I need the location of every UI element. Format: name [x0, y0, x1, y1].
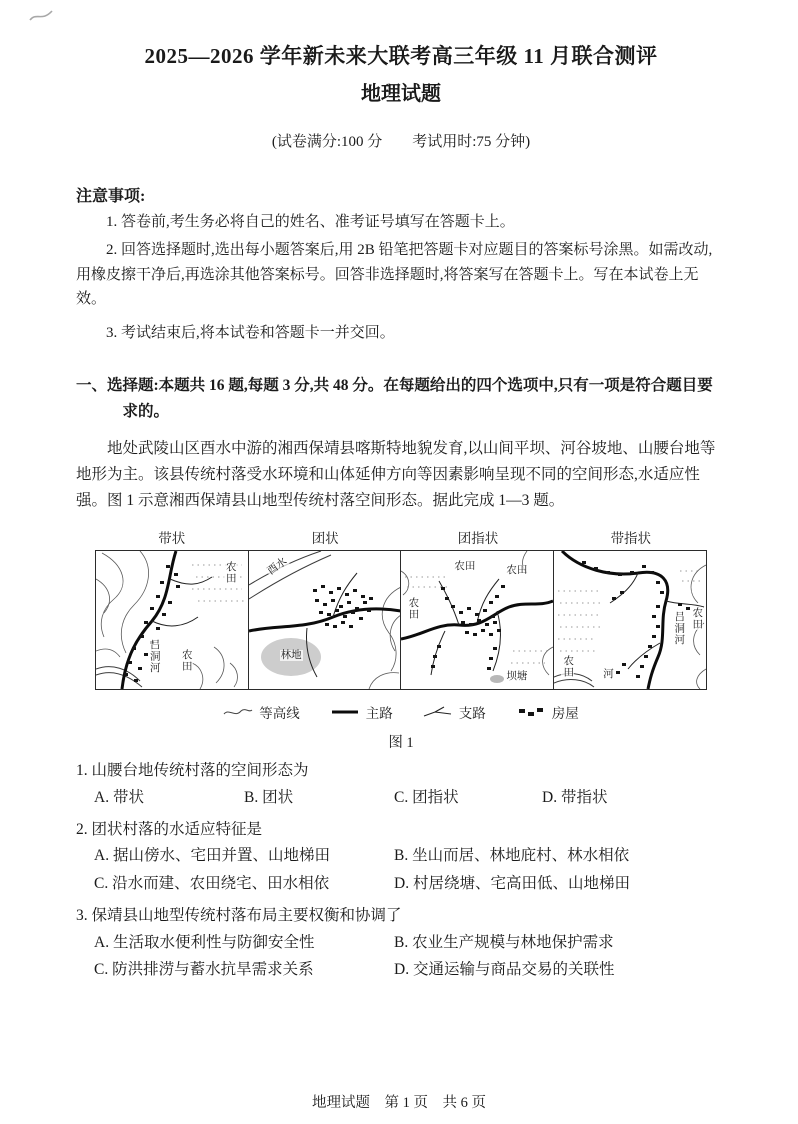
map-label-farmland: 农田 [180, 648, 192, 672]
legend-label: 支路 [458, 705, 486, 721]
panel-band-box [95, 550, 249, 690]
option-a[interactable]: A. 生活取水便利性与防御安全性 [94, 933, 315, 951]
panel-cluster-finger [402, 527, 555, 690]
panel-band-finger [554, 527, 707, 690]
map-legend [76, 702, 726, 722]
map-label-farmland: 农田 [562, 654, 574, 678]
notice-item-2: 2. 回答选择题时,选出每小题答案后,用 2B 铅笔把答题卡对应题目的答案标号涂黑。如需改动,用橡皮擦干净后,再选涂其他答案标号。回答非选择题时,将答案写在答题卡上。写在本试卷上无效。 [76, 242, 713, 307]
option-d[interactable]: D. 带指状 [542, 788, 608, 806]
map-panel-cluster-finger [401, 551, 553, 689]
map-label-pond: 坝塘 [506, 670, 528, 682]
option-a[interactable]: A. 带状 [94, 788, 144, 806]
option-d[interactable]: D. 交通运输与商品交易的关联性 [394, 960, 615, 978]
contour-lines [369, 587, 401, 689]
panel-cluster-finger-title: 团指状 [457, 530, 499, 546]
map-panels [76, 527, 726, 690]
map-label-river-name: 吕洞河 [148, 638, 160, 674]
scan-mark [28, 8, 54, 26]
option-a[interactable]: A. 据山傍水、宅田并置、山地梯田 [94, 847, 330, 865]
question-stem: 2. 团状村落的水适应特征是 [76, 820, 263, 838]
map-label-farmland: 农田 [454, 560, 476, 572]
legend-main-road [330, 702, 393, 722]
option-c[interactable]: C. 防洪排涝与蓄水抗旱需求关系 [94, 960, 314, 978]
panel-band-finger-title: 带指状 [610, 530, 652, 546]
rivers [249, 551, 331, 599]
map-label-farmland: 农田 [691, 606, 703, 630]
roads [401, 579, 553, 675]
exam-info: (试卷满分:100 分 考试用时:75 分钟) [271, 134, 531, 150]
contour-lines [96, 551, 237, 689]
figure-1 [76, 527, 726, 752]
map-label-farmland: 农田 [224, 560, 236, 584]
exam-title: 2025—2026 学年新未来大联考高三年级 11 月联合测评 [144, 44, 658, 68]
field-dots [405, 577, 547, 663]
panel-cluster [249, 527, 402, 690]
branch-road-icon [423, 705, 453, 719]
question-2 [76, 818, 726, 897]
legend-branch-road [423, 702, 486, 722]
question-1 [76, 759, 726, 811]
passage: 地处武陵山区酉水中游的湘西保靖县喀斯特地貌发育,以山间平坝、河谷坡地、山腰台地等地形为主。该县传统村落受水环境和山体延伸方向等因素影响呈现不同的空间形态,水适应性强。图 1 示意湘西保靖县山地型传统村落空间形态。据此完成 1—3 题。 [76, 439, 716, 510]
panel-band-title: 带状 [158, 530, 186, 546]
question-3 [76, 904, 726, 983]
map-label-farmland: 农田 [506, 564, 528, 576]
option-c[interactable]: C. 团指状 [394, 788, 459, 806]
panel-cluster-box [248, 550, 402, 690]
section-heading: 一、选择题:本题共 16 题,每题 3 分,共 48 分。在每题给出的四个选项中,只有一项是符合题目要求的。 [76, 377, 713, 420]
legend-label: 等高线 [259, 705, 300, 721]
map-label-forest: 林地 [280, 649, 302, 661]
map-label-farmland: 农田 [407, 596, 419, 620]
legend-label: 房屋 [551, 705, 579, 721]
map-label-river-name: 酉水 [265, 555, 289, 578]
option-b[interactable]: B. 农业生产规模与林地保护需求 [394, 933, 614, 951]
question-options [76, 842, 726, 896]
legend-label: 主路 [365, 705, 393, 721]
map-label-river: 河 [603, 668, 614, 680]
question-options [76, 929, 726, 983]
panel-band-finger-box [553, 550, 707, 690]
panel-cluster-finger-box [400, 550, 554, 690]
page-footer: 地理试题 第 1 页 共 6 页 [312, 1095, 486, 1111]
rivers [96, 666, 142, 686]
main-road-icon [330, 705, 360, 719]
notice-item-1: 1. 答卷前,考生务必将自己的姓名、准考证号填写在答题卡上。 [106, 214, 515, 230]
figure-caption: 图 1 [388, 734, 414, 751]
panel-band [95, 527, 249, 690]
option-d[interactable]: D. 村居绕塘、宅高田低、山地梯田 [394, 874, 630, 892]
house-icon [516, 705, 546, 719]
option-c[interactable]: C. 沿水而建、农田绕宅、田水相依 [94, 874, 330, 892]
legend-contour [223, 702, 300, 722]
question-stem: 3. 保靖县山地型传统村落布局主要权衡和协调了 [76, 906, 402, 924]
question-stem: 1. 山腰台地传统村落的空间形态为 [76, 761, 309, 779]
option-b[interactable]: B. 坐山而居、林地庇村、林水相依 [394, 847, 630, 865]
contour-line-icon [223, 705, 253, 719]
question-options [76, 784, 726, 811]
map-label-river-name: 吕洞河 [673, 610, 685, 646]
notice-heading: 注意事项: [76, 188, 146, 205]
pond [490, 675, 504, 683]
panel-cluster-title: 团状 [311, 530, 339, 546]
notice-item-3: 3. 考试结束后,将本试卷和答题卡一并交回。 [106, 325, 395, 342]
option-b[interactable]: B. 团状 [244, 788, 294, 806]
roads [122, 551, 212, 689]
subject-title: 地理试题 [361, 83, 441, 105]
legend-house [516, 702, 579, 722]
